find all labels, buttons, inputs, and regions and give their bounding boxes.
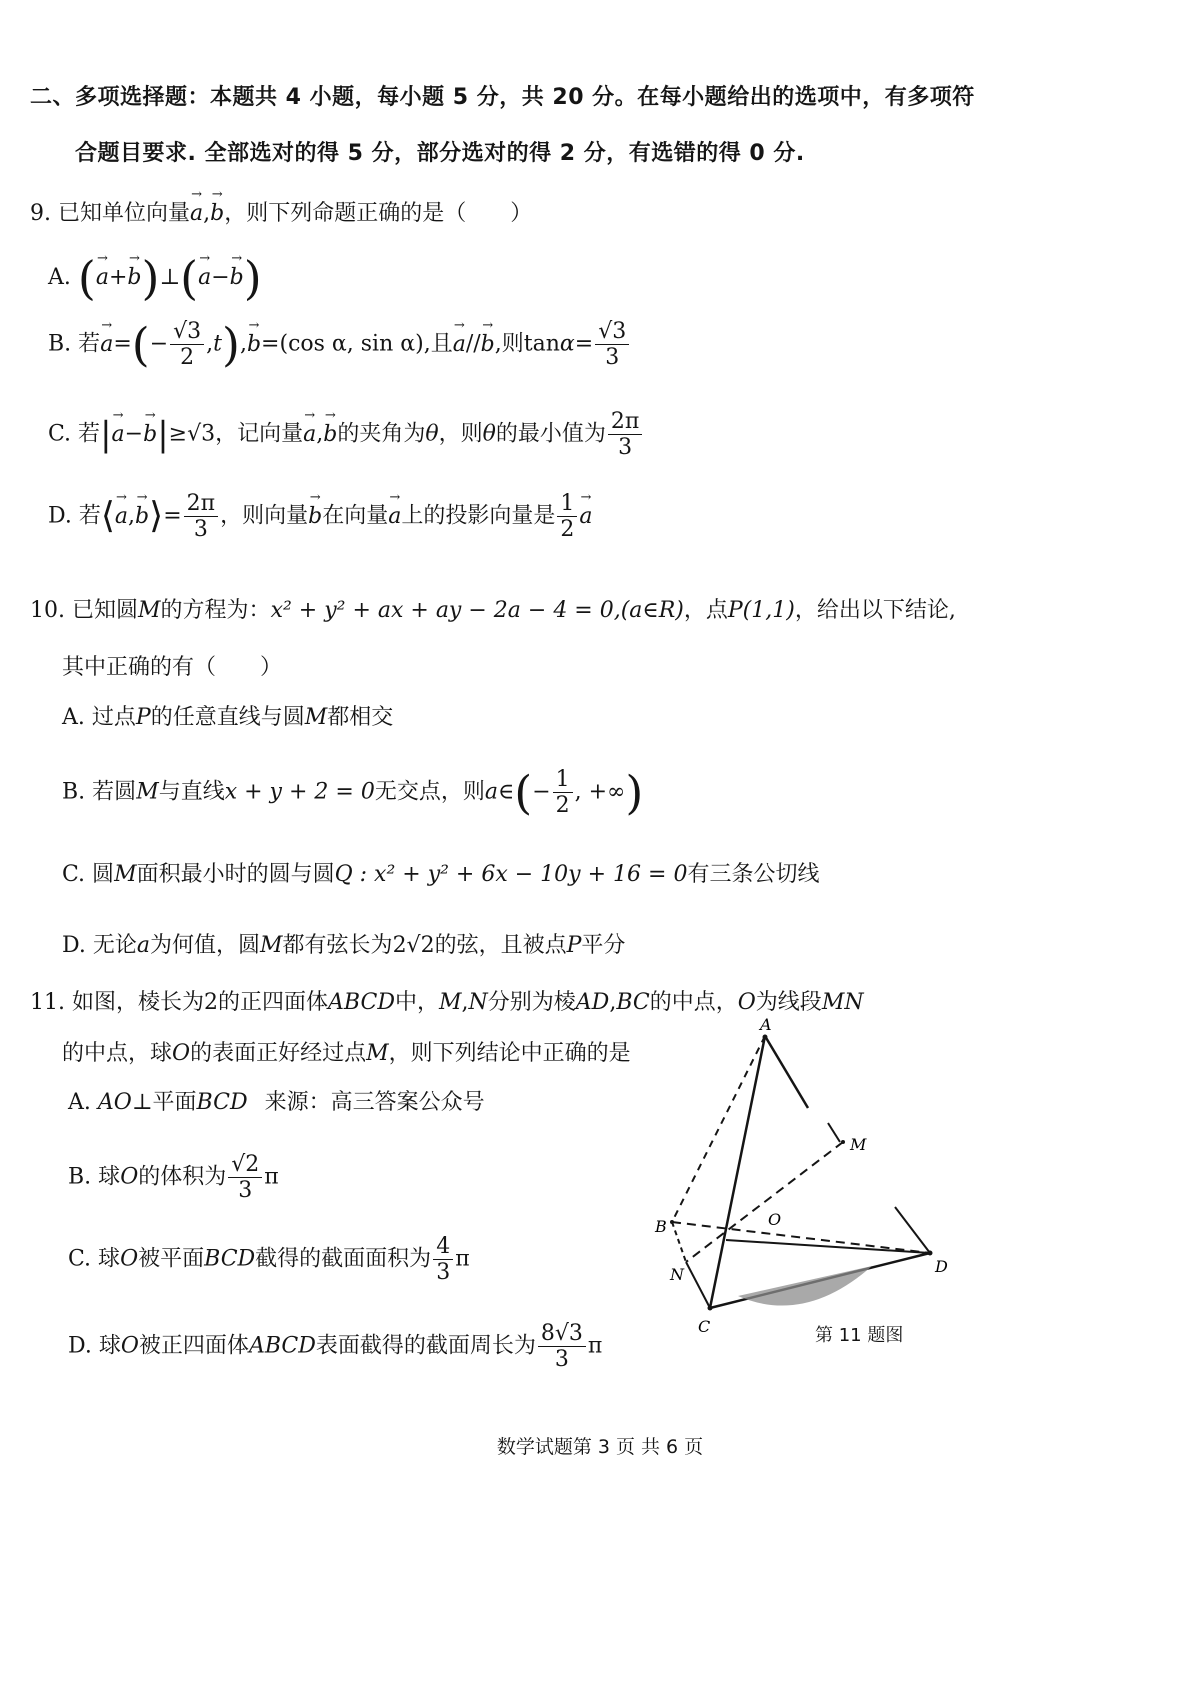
source-note: 来源：高三答案公众号 xyxy=(264,1090,485,1115)
edge-AD-mark xyxy=(828,1123,840,1142)
page-footer: 数学试题第 3 页 共 6 页 xyxy=(496,1436,704,1458)
segment-MN-hidden xyxy=(686,1142,843,1262)
point-D xyxy=(928,1251,933,1256)
question-10-stem: 10. 已知圆M的方程为：x² + y² + ax + ay − 2a − 4 = 0,(a∈R)，点P(1,1)，给出以下结论, xyxy=(30,598,956,623)
option-9B: B. 若→ a=(− $\frac{√3}{2}$ ,t),→ b=(cos α, sin α),且→ a//→ b,则tanα= $\frac{√3}{3}$ xyxy=(48,320,631,369)
question-10-stem-line2: 其中正确的有（ ） xyxy=(62,655,283,680)
question-number: 10. xyxy=(30,598,65,623)
section-heading-line2: 合题目要求. 全部选对的得 5 分，部分选对的得 2 分，有选错的得 0 分. xyxy=(75,141,805,166)
question-number: 9. xyxy=(30,201,51,226)
label-B: B xyxy=(655,1217,667,1236)
section-heading-line1: 二、多项选择题：本题共 4 小题，每小题 5 分，共 20 分。在每小题给出的选项中，有多项符 xyxy=(30,85,975,110)
label-N: N xyxy=(670,1265,684,1284)
label-D: D xyxy=(935,1257,948,1276)
option-10D: D. 无论a为何值，圆M都有弦长为2√2的弦，且被点P平分 xyxy=(62,933,626,958)
edge-BN-hidden xyxy=(672,1222,686,1262)
edge-D-stub xyxy=(895,1207,930,1253)
option-11D: D. 球O被正四面体ABCD表面截得的截面周长为 $\frac{8√3}{3}$ π xyxy=(68,1321,603,1373)
option-9D: D. 若⟨→ a,→ b⟩= $\frac{2\pi}{3}$ ，则向量→ b在向量→ a上的投影向量是 $\frac{1}{2}$ → a xyxy=(48,492,592,541)
cross-section-shading xyxy=(738,1266,872,1306)
label-C: C xyxy=(698,1317,711,1336)
label-M: M xyxy=(850,1135,867,1154)
edge-NC xyxy=(686,1262,710,1308)
edge-AB-hidden xyxy=(672,1036,765,1222)
segment-to-D xyxy=(726,1240,930,1253)
option-10B: B. 若圆M与直线x + y + 2 = 0无交点，则a∈(− $\frac{1}{2}$ , +∞) xyxy=(62,765,644,820)
point-C xyxy=(708,1306,713,1311)
edge-AD-upper xyxy=(765,1036,808,1108)
figure-caption: 第 11 题图 xyxy=(815,1325,904,1346)
point-M xyxy=(841,1140,845,1144)
question-9-stem: 9. 已知单位向量→ a,→ b，则下列命题正确的是（ ） xyxy=(30,196,532,227)
question-11-stem: 11. 如图，棱长为2的正四面体ABCD中，M,N分别为棱AD,BC的中点，O为线段MN xyxy=(30,990,864,1015)
point-A xyxy=(763,1035,768,1040)
label-O: O xyxy=(768,1210,782,1229)
point-B xyxy=(670,1220,674,1224)
label-A: A xyxy=(760,1015,772,1034)
option-11B: B. 球O的体积为 $\frac{√2}{3}$ π xyxy=(68,1152,279,1204)
edge-AC xyxy=(710,1036,765,1308)
edge-BD-hidden xyxy=(672,1222,930,1253)
tetrahedron-figure xyxy=(640,1010,980,1340)
option-9A: A. (→ a+→ b)⊥(→ a−→ b) xyxy=(48,255,262,301)
option-10C: C. 圆M面积最小时的圆与圆Q : x² + y² + 6x − 10y + 16 = 0有三条公切线 xyxy=(62,862,820,887)
option-11C: C. 球O被平面BCD截得的截面面积为 $\frac{4}{3}$ π xyxy=(68,1234,470,1286)
question-number: 11. xyxy=(30,990,65,1015)
option-10A: A. 过点P的任意直线与圆M都相交 xyxy=(62,705,394,730)
option-9C: C. 若|→ a−→ b|≥√3，记向量→ a,→ b的夹角为θ，则θ的最小值为 $\frac{2\pi}{3}$ xyxy=(48,410,644,459)
option-11A: A. AO⊥平面BCD 来源：高三答案公众号 xyxy=(68,1090,485,1115)
question-11-stem-line2: 的中点，球O的表面正好经过点M，则下列结论中正确的是 xyxy=(62,1041,631,1066)
